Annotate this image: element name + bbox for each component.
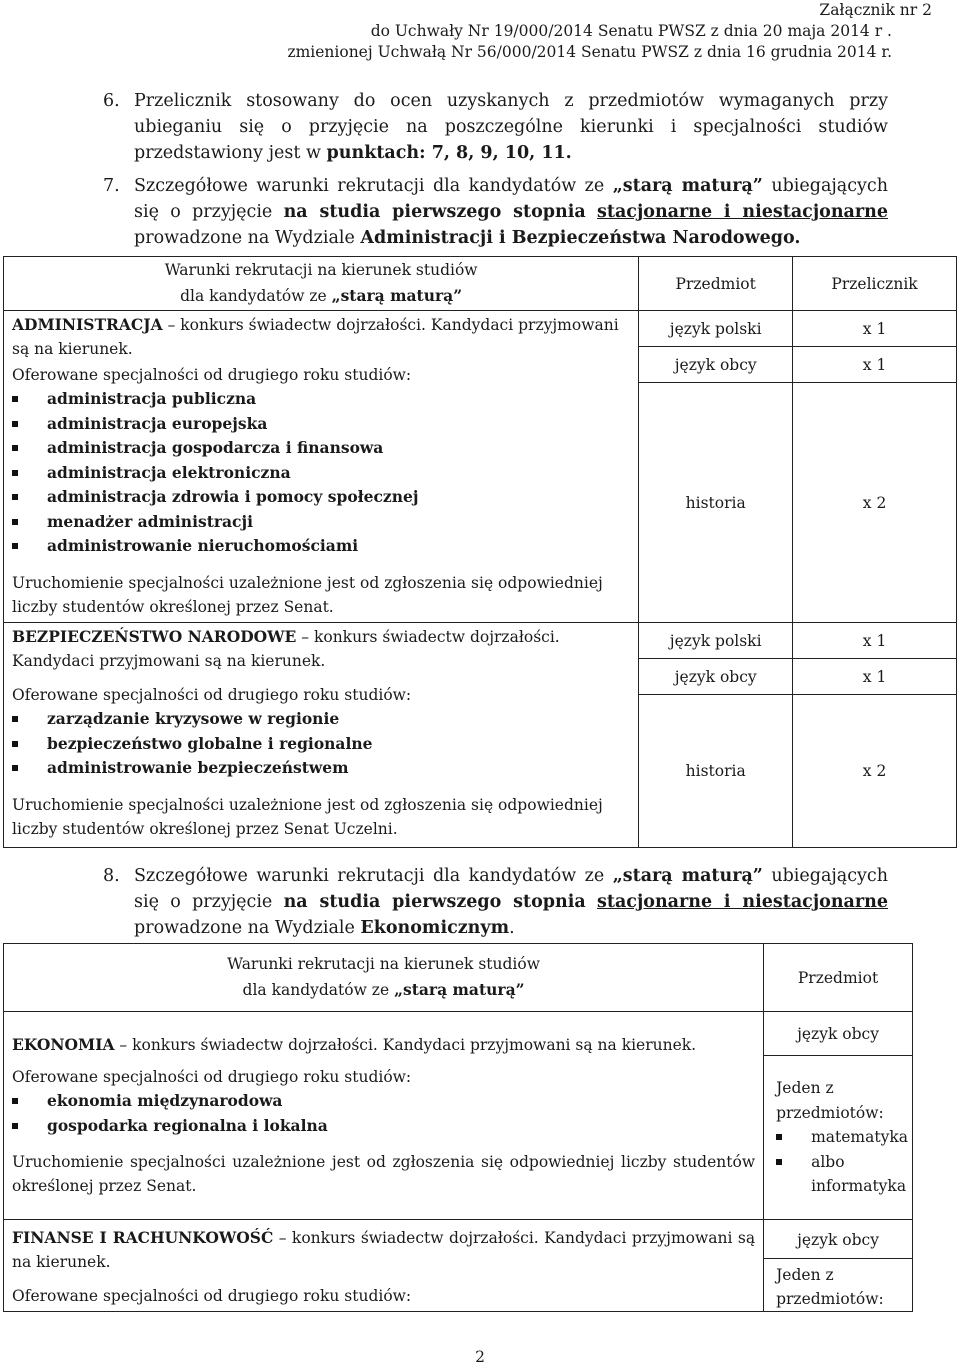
factor-cell: x 2	[793, 383, 957, 623]
list-item: administracja publiczna	[12, 387, 630, 412]
header-annex: Załącznik nr 2	[819, 1, 932, 19]
page-number: 2	[475, 1348, 485, 1366]
list-item: matematyka	[776, 1125, 908, 1150]
list-item: administracja zdrowia i pomocy społecznej	[12, 485, 630, 510]
list-item: administracja elektroniczna	[12, 461, 630, 486]
list-item: gospodarka regionalna i lokalna	[12, 1114, 755, 1139]
header-subject: Przedmiot	[764, 944, 913, 1012]
header-factor: Przelicznik	[793, 257, 957, 311]
table-header-row	[4, 257, 957, 311]
header-amendment: zmienionej Uchwałą Nr 56/000/2014 Senatu PWSZ z dnia 16 grudnia 2014 r.	[287, 43, 892, 61]
list-item: administrowanie bezpieczeństwem	[12, 756, 630, 781]
economics-requirements-table	[3, 943, 913, 1312]
list-item: albo informatyka	[776, 1150, 908, 1199]
factor-cell: x 1	[793, 311, 957, 347]
paragraph-7: 7. Szczegółowe warunki rekrutacji dla kandydatów ze „starą maturą” ubiegających się o przyjęcie na studia pierwszego stopnia stacjonarne i niestacjonarne prowadzone na Wydziale Administracji i Bezpieczeństwa Narodowego.	[103, 173, 888, 251]
subject-cell: język obcy	[764, 1012, 913, 1056]
paragraph-bold: punktach: 7, 8, 9, 10, 11.	[326, 143, 572, 163]
table-row	[4, 623, 957, 659]
paragraph-8: 8. Szczegółowe warunki rekrutacji dla kandydatów ze „starą maturą” ubiegających się o przyjęcie na studia pierwszego stopnia stacjonarne i niestacjonarne prowadzone na Wydziale Ekonomicznym.	[103, 863, 888, 941]
list-item: administrowanie nieruchomościami	[12, 534, 630, 559]
header-conditions: Warunki rekrutacji na kierunek studiów dla kandydatów ze „starą maturą”	[4, 257, 639, 311]
subject-choice-list	[776, 1125, 908, 1199]
subject-cell: język obcy	[639, 659, 793, 695]
list-item: administracja gospodarcza i finansowa	[12, 436, 630, 461]
header-conditions: Warunki rekrutacji na kierunek studiów dla kandydatów ze „starą maturą”	[4, 944, 764, 1012]
paragraph-number: 6.	[103, 91, 120, 111]
specialization-list	[12, 707, 630, 781]
document-header	[287, 0, 932, 63]
list-item: administracja europejska	[12, 412, 630, 437]
paragraph-number: 7.	[103, 176, 120, 196]
list-item: zarządzanie kryzysowe w regionie	[12, 707, 630, 732]
factor-cell: x 1	[793, 659, 957, 695]
subject-cell: język polski	[639, 311, 793, 347]
subject-choice-cell: Jeden z przedmiotów:	[764, 1258, 912, 1311]
table-row	[4, 1220, 913, 1312]
factor-cell: x 1	[793, 347, 957, 383]
table-header-row	[4, 944, 913, 1012]
subject-cell: język obcy	[639, 347, 793, 383]
subject-cell: język obcy	[797, 1231, 879, 1249]
specialization-list	[12, 1089, 755, 1138]
factor-cell: x 1	[793, 623, 957, 659]
subject-choice-cell: Jeden z przedmiotów: matematyka albo informatyka	[764, 1056, 913, 1220]
factor-cell: x 2	[793, 695, 957, 848]
list-item: menadżer administracji	[12, 510, 630, 535]
header-resolution: do Uchwały Nr 19/000/2014 Senatu PWSZ z dnia 20 maja 2014 r .	[370, 22, 892, 40]
paragraph-number: 8.	[103, 866, 120, 886]
economics-description: EKONOMIA – konkurs świadectw dojrzałości. Kandydaci przyjmowani są na kierunek. Oferowane specjalności od drugiego roku studiów: ekonomia międzynarodowa gospodarka regionalna i lokalna Uruchomienie specjalności uzależnione jest od zgłoszenia się odpowiedniej liczby studentów określonej przez Senat.	[4, 1012, 764, 1220]
specialization-list	[12, 387, 630, 559]
list-item: bezpieczeństwo globalne i regionalne	[12, 732, 630, 757]
table-row	[4, 311, 957, 347]
header-subject: Przedmiot	[639, 257, 793, 311]
security-description: BEZPIECZEŃSTWO NARODOWE – konkurs świadectw dojrzałości. Kandydaci przyjmowani są na kierunek. Oferowane specjalności od drugiego roku studiów: zarządzanie kryzysowe w regionie bezpieczeństwo globalne i regionalne administrowanie bezpieczeństwem Uruchomienie specjalności uzależnione jest od zgłoszenia się odpowiedniej liczby studentów określonej przez Senat Uczelni.	[4, 623, 639, 848]
finance-subjects	[764, 1220, 913, 1312]
subject-cell: historia	[639, 695, 793, 848]
table-row	[4, 1012, 913, 1056]
finance-description: FINANSE I RACHUNKOWOŚĆ – konkurs świadectw dojrzałości. Kandydaci przyjmowani są na kierunek. Oferowane specjalności od drugiego roku studiów:	[4, 1220, 764, 1312]
subject-cell: historia	[639, 383, 793, 623]
admin-description: ADMINISTRACJA – konkurs świadectw dojrzałości. Kandydaci przyjmowani są na kierunek. Oferowane specjalności od drugiego roku studiów: administracja publiczna administracja europejska administracja gospodarcza i finansowa administracja elektroniczna administracja zdrowia i pomocy społecznej menadżer administracji administrowanie nieruchomościami Uruchomienie specjalności uzależnione jest od zgłoszenia się odpowiedniej liczby studentów określonej przez Senat.	[4, 311, 639, 623]
paragraph-6	[103, 88, 888, 166]
subject-cell: język polski	[639, 623, 793, 659]
list-item: ekonomia międzynarodowa	[12, 1089, 755, 1114]
admin-requirements-table	[3, 256, 957, 848]
paragraph-text: Przelicznik stosowany do ocen uzyskanych z przedmiotów wymaganych przy ubieganiu się o przyjęcie na poszczególne kierunki i specjalności studiów przedstawiony jest w	[134, 91, 888, 163]
